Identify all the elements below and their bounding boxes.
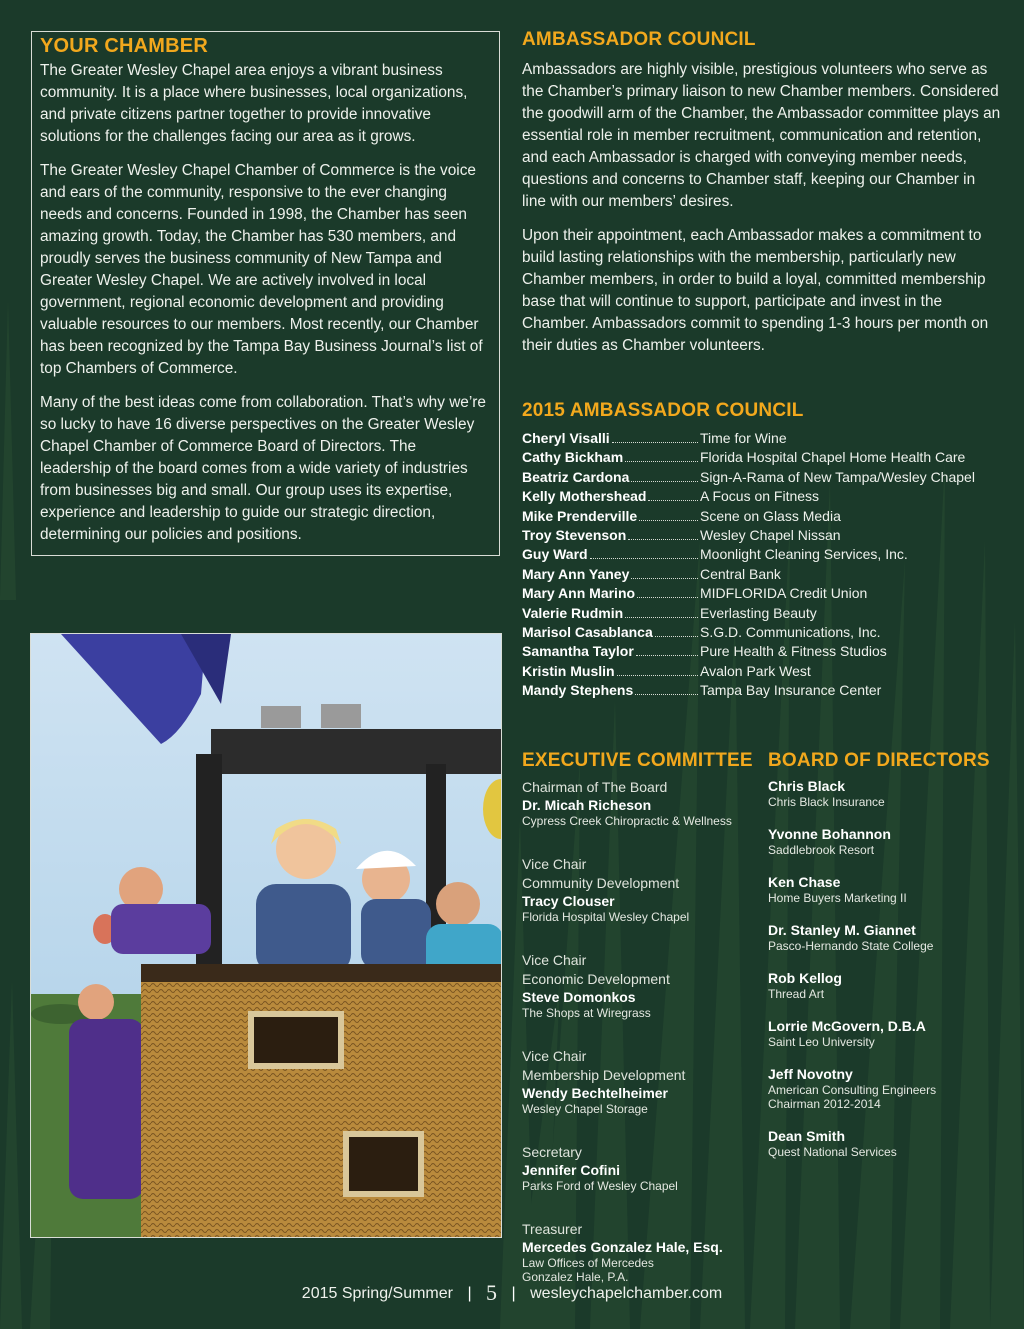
executive-role: Treasurer — [522, 1221, 583, 1237]
council-member-name: Mandy Stephens — [522, 682, 634, 699]
council-member-row — [522, 527, 1002, 546]
director-org: Pasco-Hernando State College — [768, 939, 934, 953]
director-entry — [768, 1066, 1008, 1111]
council-member-row — [522, 508, 1002, 527]
council-member-name: Guy Ward — [522, 546, 588, 563]
director-entry — [768, 826, 1008, 857]
your-chamber-paragraph: The Greater Wesley Chapel Chamber of Commerce is the voice and ears of the community, responsive to the ever changing needs and concerns. Founded in 1998, the Chamber has seen amazing growth. Today, the Chamber has 530 members, and proudly serves the business community of New Tampa and Greater Wesley Chapel. We are actively involved in local government, regional economic development and providing valuable resources to our members. Most recently, our Chamber has been recognized by the Tampa Bay Business Journal’s list of top Chambers of Commerce. — [40, 162, 483, 377]
council-member-row — [522, 449, 1002, 468]
council-member-business: Pure Health & Fitness Studios — [700, 643, 887, 660]
executive-org: Florida Hospital Wesley Chapel — [522, 910, 690, 924]
executive-role: Vice Chair — [522, 952, 587, 968]
council-member-list — [522, 430, 1002, 701]
board-of-directors-section — [768, 750, 1008, 1176]
executive-role: Secretary — [522, 1144, 582, 1160]
director-org: Chris Black Insurance — [768, 795, 885, 809]
director-name: Chris Black — [768, 778, 846, 794]
director-name: Yvonne Bohannon — [768, 826, 891, 842]
your-chamber-paragraph: The Greater Wesley Chapel area enjoys a vibrant business community. It is a place where businesses, local organizations, and private citizens partner together to provide innovative solutions for the challenges facing our area as it grows. — [40, 62, 468, 145]
council-member-name: Troy Stevenson — [522, 526, 627, 543]
council-member-row — [522, 663, 1002, 682]
council-member-business: Tampa Bay Insurance Center — [700, 682, 882, 699]
director-entry — [768, 970, 1008, 1001]
council-member-row — [522, 469, 1002, 488]
council-member-name: Mike Prenderville — [522, 507, 638, 524]
page-number: 5 — [486, 1280, 498, 1305]
ambassador-council-section — [522, 29, 1002, 369]
board-of-directors-title: BOARD OF DIRECTORS — [768, 750, 990, 771]
director-entry — [768, 874, 1008, 905]
council-member-business: Sign-A-Rama of New Tampa/Wesley Chapel — [700, 468, 975, 485]
executive-name: Wendy Bechtelheimer — [522, 1085, 669, 1101]
council-member-row — [522, 566, 1002, 585]
executive-entry — [522, 855, 758, 924]
council-member-name: Cathy Bickham — [522, 449, 624, 466]
council-member-business: Avalon Park West — [700, 662, 811, 679]
council-member-row — [522, 546, 1002, 565]
ambassador-paragraph: Upon their appointment, each Ambassador makes a commitment to build lasting relationships with the membership, particularly new Chamber members, in order to build a loyal, committed membership base that will continue to support, participate and invest in the Chamber. Ambassadors commit to spending 1-3 hours per month on their duties as Chamber volunteers. — [522, 227, 989, 354]
council-member-name: Valerie Rudmin — [522, 604, 624, 621]
executive-entry — [522, 1047, 758, 1116]
director-name: Dr. Stanley M. Giannet — [768, 922, 916, 938]
council-member-business: Wesley Chapel Nissan — [700, 526, 841, 543]
council-member-name: Samantha Taylor — [522, 643, 634, 660]
executive-org: Law Offices of Mercedes — [522, 1256, 654, 1270]
council-member-name: Mary Ann Marino — [522, 585, 636, 602]
council-member-name: Kristin Muslin — [522, 662, 615, 679]
council-member-business: Moonlight Cleaning Services, Inc. — [700, 546, 908, 563]
your-chamber-paragraph: Many of the best ideas come from collaboration. That’s why we’re so lucky to have 16 diverse perspectives on the Greater Wesley Chapel Chamber of Commerce Board of Directors. The leadership of the board comes from a wide variety of industries from businesses big and small. Our group uses its expertise, experience and leadership to guide our strategic direction, determining our policies and positions. — [40, 394, 486, 543]
director-name: Jeff Novotny — [768, 1066, 853, 1082]
director-entry — [768, 1128, 1008, 1159]
council-member-business: Everlasting Beauty — [700, 604, 817, 621]
director-name: Lorrie McGovern, D.B.A — [768, 1018, 926, 1034]
council-member-name: Mary Ann Yaney — [522, 565, 630, 582]
balloon-photo-illustration — [31, 634, 502, 1238]
hot-air-balloon-photo — [30, 633, 502, 1238]
director-name: Ken Chase — [768, 874, 841, 890]
footer-divider: | — [511, 1285, 516, 1302]
executive-org: Cypress Creek Chiropractic & Wellness — [522, 814, 732, 828]
director-org: Quest National Services — [768, 1145, 897, 1159]
your-chamber-box — [31, 31, 500, 556]
footer-divider: | — [467, 1285, 472, 1302]
executive-org: The Shops at Wiregrass — [522, 1006, 651, 1020]
council-member-business: S.G.D. Communications, Inc. — [700, 623, 881, 640]
executive-org: Wesley Chapel Storage — [522, 1102, 648, 1116]
executive-name: Mercedes Gonzalez Hale, Esq. — [522, 1239, 723, 1255]
ambassador-paragraph: Ambassadors are highly visible, prestigious volunteers who serve as the Chamber’s primary liaison to new Chamber members. Considered the goodwill arm of the Chamber, the Ambassador committee plays an essential role in member recruitment, communication and retention, and each Ambassador is charged with conveying member needs, questions and concerns to Chamber staff, keeping our Chamber in line with our members’ desires. — [522, 61, 1001, 210]
council-member-row — [522, 605, 1002, 624]
director-org: American Consulting Engineers — [768, 1083, 937, 1097]
executive-name: Tracy Clouser — [522, 893, 615, 909]
director-org: Home Buyers Marketing II — [768, 891, 907, 905]
director-name: Rob Kellog — [768, 970, 842, 986]
your-chamber-title: YOUR CHAMBER — [40, 35, 208, 57]
executive-committee-section — [522, 750, 758, 1311]
executive-org: Parks Ford of Wesley Chapel — [522, 1179, 678, 1193]
director-org: Saint Leo University — [768, 1035, 875, 1049]
ambassador-council-title: AMBASSADOR COUNCIL — [522, 29, 756, 50]
council-member-row — [522, 585, 1002, 604]
footer-website-link[interactable]: wesleychapelchamber.com — [530, 1285, 723, 1302]
council-member-row — [522, 430, 1002, 449]
council-member-row — [522, 624, 1002, 643]
council-member-name: Cheryl Visalli — [522, 430, 610, 446]
director-org: Chairman 2012-2014 — [768, 1097, 881, 1111]
council-member-business: MIDFLORIDA Credit Union — [700, 585, 868, 602]
page-footer — [0, 1280, 1024, 1306]
council-member-name: Beatriz Cardona — [522, 468, 630, 485]
executive-org: Gonzalez Hale, P.A. — [522, 1270, 629, 1284]
council-member-name: Marisol Casablanca — [522, 623, 653, 640]
executive-entry — [522, 1220, 758, 1284]
executive-role: Chairman of The Board — [522, 779, 668, 795]
director-entry — [768, 778, 1008, 809]
director-org: Thread Art — [768, 987, 825, 1001]
council-member-business: Florida Hospital Chapel Home Health Care — [700, 449, 966, 466]
council-member-business: Scene on Glass Media — [700, 507, 841, 524]
council-member-business: Central Bank — [700, 565, 781, 582]
footer-issue: 2015 Spring/Summer — [301, 1285, 453, 1302]
executive-role: Membership Development — [522, 1067, 686, 1083]
executive-entry — [522, 778, 758, 828]
executive-role: Economic Development — [522, 971, 670, 987]
executive-committee-title: EXECUTIVE COMMITTEE — [522, 750, 753, 771]
council-member-row — [522, 488, 1002, 507]
executive-role: Vice Chair — [522, 856, 587, 872]
council-member-row — [522, 643, 1002, 662]
council-member-business: A Focus on Fitness — [700, 488, 820, 505]
director-name: Dean Smith — [768, 1128, 846, 1144]
executive-name: Jennifer Cofini — [522, 1162, 621, 1178]
council-member-business: Time for Wine — [700, 430, 787, 446]
executive-entry — [522, 951, 758, 1020]
council-2015-title: 2015 AMBASSADOR COUNCIL — [522, 400, 804, 421]
council-member-name: Kelly Mothershead — [522, 488, 647, 505]
director-org: Saddlebrook Resort — [768, 843, 875, 857]
executive-entry — [522, 1143, 758, 1193]
executive-name: Dr. Micah Richeson — [522, 797, 652, 813]
council-member-row — [522, 682, 1002, 701]
council-2015-section — [522, 400, 1002, 701]
executive-role: Vice Chair — [522, 1048, 587, 1064]
executive-name: Steve Domonkos — [522, 989, 636, 1005]
director-entry — [768, 922, 1008, 953]
executive-role: Community Development — [522, 875, 680, 891]
director-entry — [768, 1018, 1008, 1049]
